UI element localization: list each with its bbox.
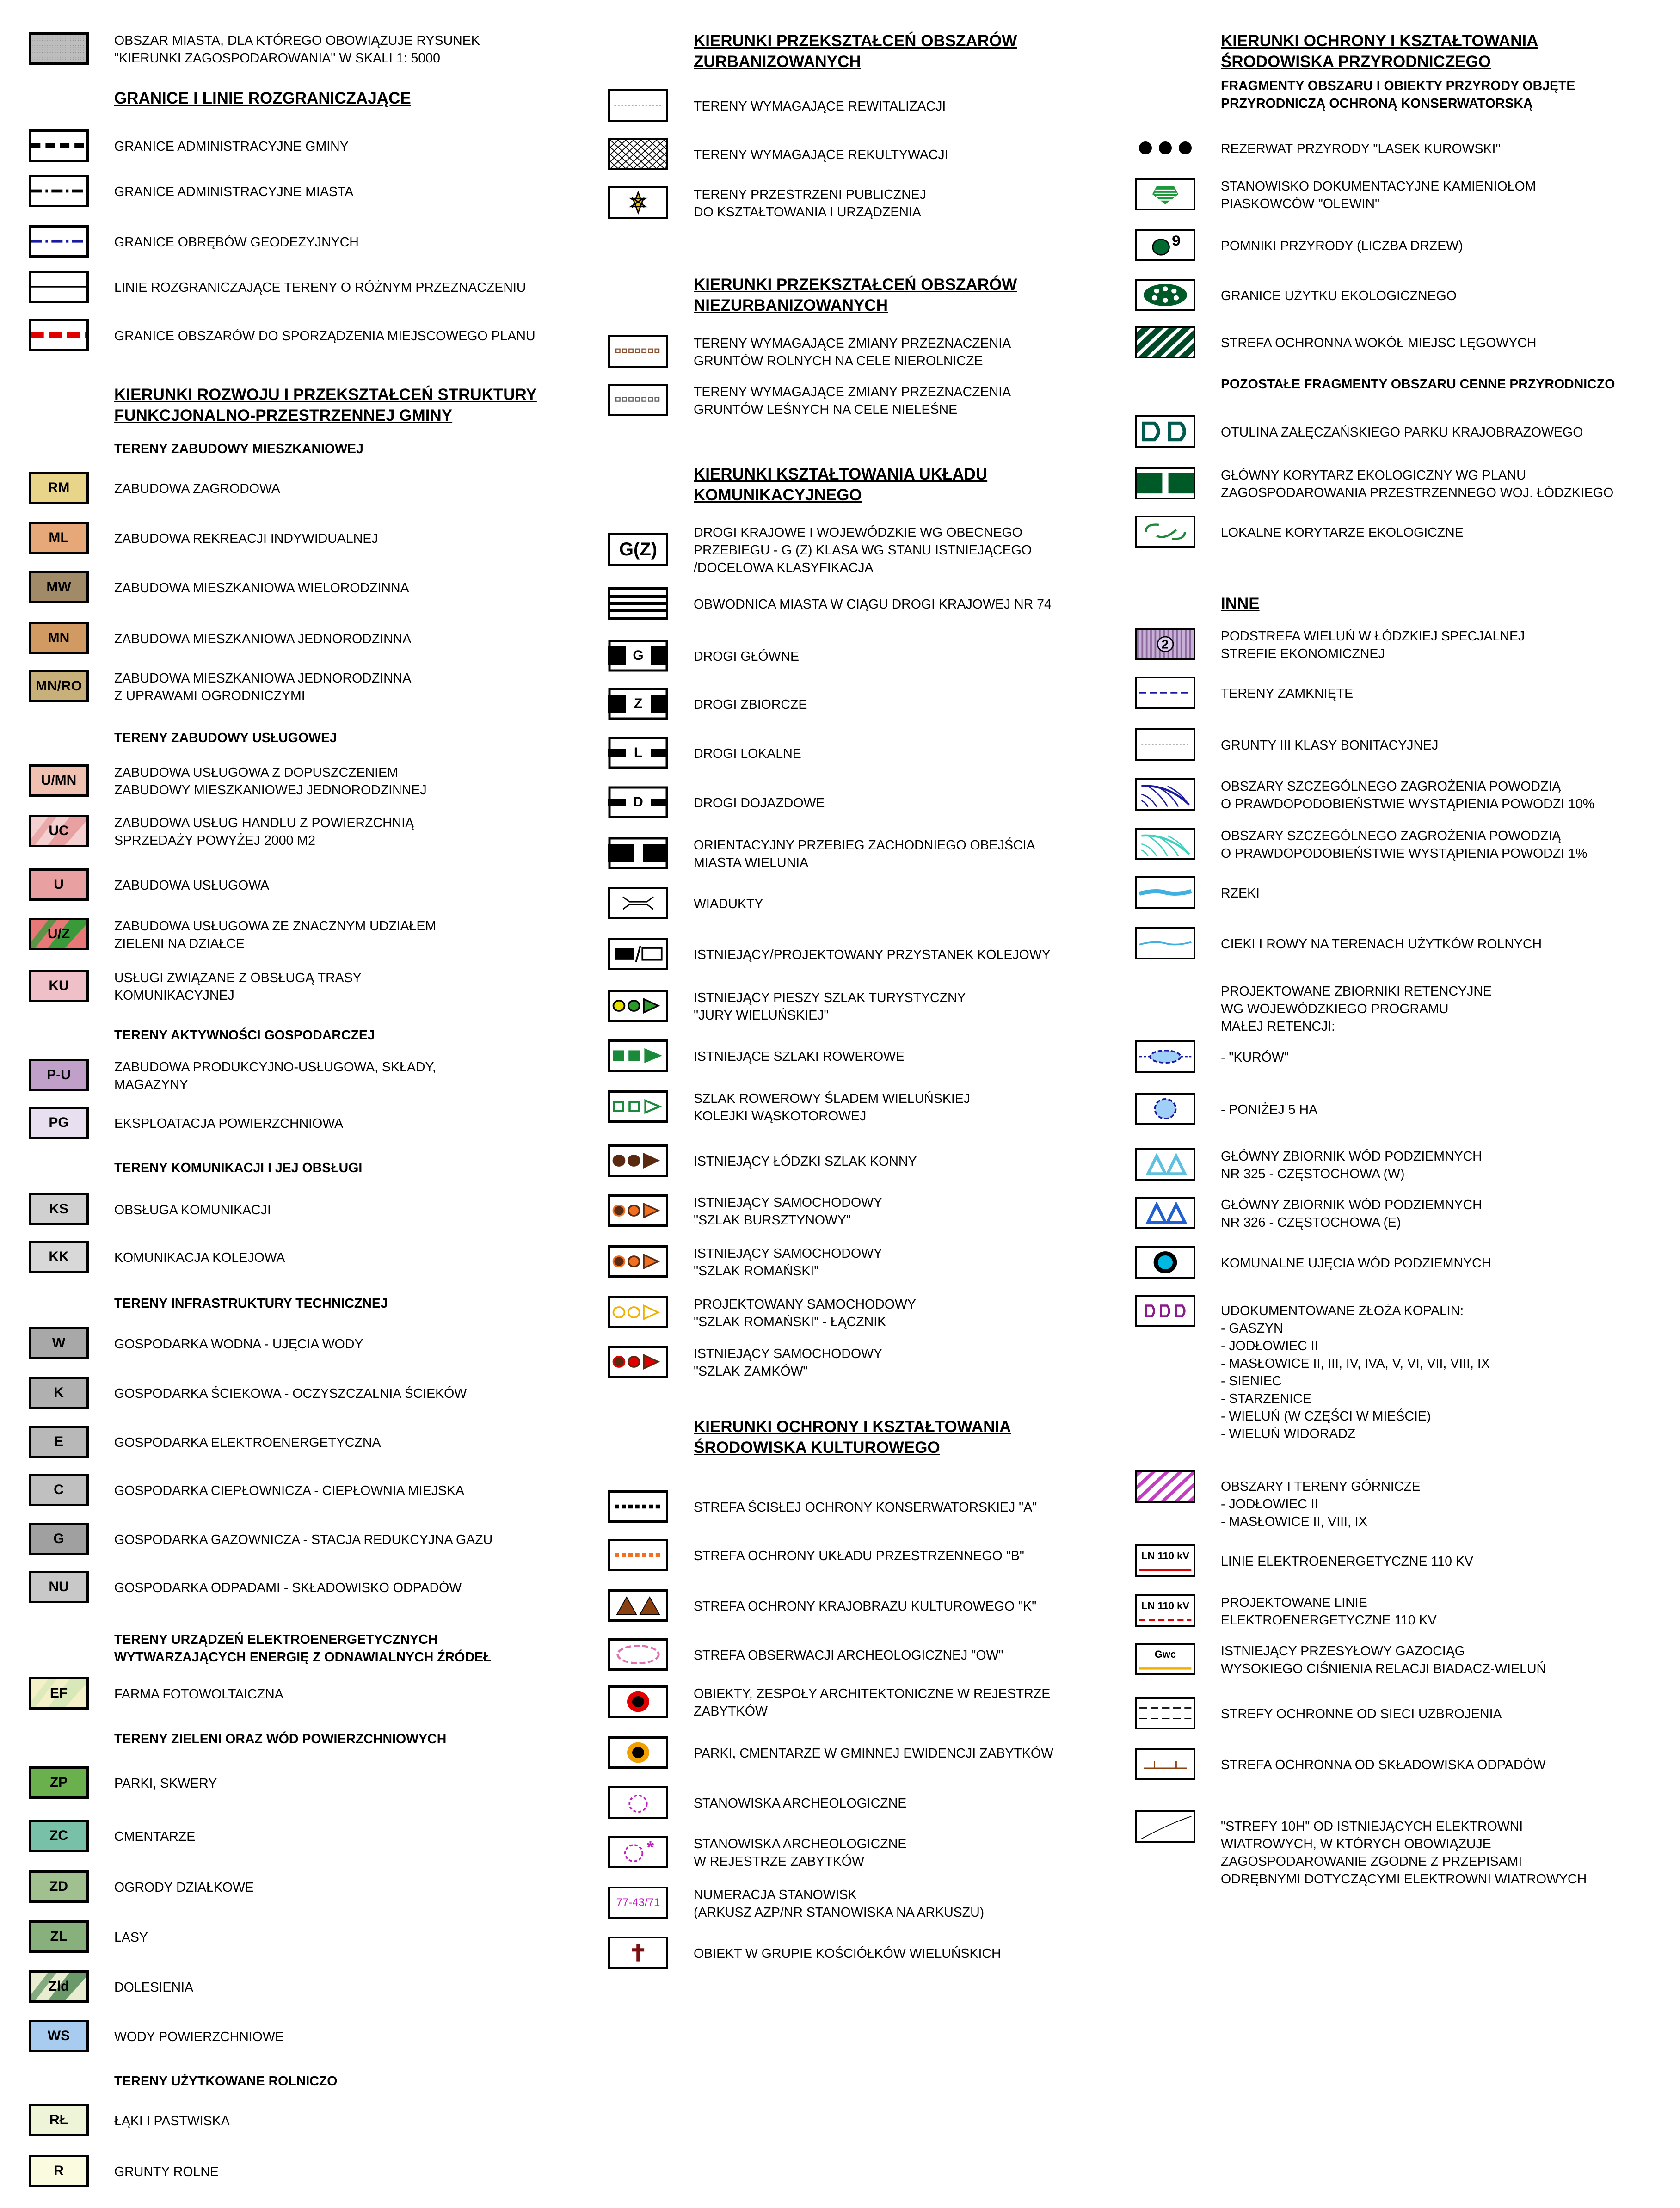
- legend-label: CMENTARZE: [114, 1829, 196, 1844]
- legend-label: WIADUKTY: [694, 897, 763, 911]
- legend-symbol-trail-icon: [608, 990, 668, 1022]
- legend-label: GRANICE ADMINISTRACYJNE MIASTA: [114, 185, 354, 199]
- legend-label: ZABUDOWA MIESZKANIOWA JEDNORODZINNA Z UPRAWAMI OGRODNICZYMI: [114, 671, 412, 703]
- legend-symbol-text-icon: [608, 1887, 668, 1919]
- legend-symbol-fill-icon: [29, 2020, 89, 2052]
- legend-label: EKSPLOATACJA POWIERZCHNIOWA: [114, 1116, 344, 1131]
- subsection-title-tereny-urzadzen-elektroenergetycznych-wytwarzaja: TERENY URZĄDZEŃ ELEKTROENERGETYCZNYCH WYTWARZAJĄCYCH ENERGIĘ Z ODNAWIALNYCH ŹRÓDEŁ: [114, 1632, 492, 1665]
- legend-symbol-armyzone-icon: [1135, 1697, 1195, 1729]
- legend-symbol-fill-icon: [29, 1107, 89, 1139]
- legend-label: GOSPODARKA ELEKTROENERGETYCZNA: [114, 1435, 381, 1450]
- legend-label: PROJEKTOWANY SAMOCHODOWY "SZLAK ROMAŃSKI" - ŁĄCZNIK: [694, 1297, 916, 1329]
- legend-label: REZERWAT PRZYRODY "LASEK KUROWSKI": [1221, 141, 1501, 156]
- legend-symbol-trail-icon: [608, 1090, 668, 1123]
- legend-symbol-fill-icon: [29, 1820, 89, 1852]
- legend-symbol-stop-icon: [608, 938, 668, 970]
- legend-symbol-line-red-icon: [29, 319, 89, 351]
- legend-symbol-text-icon: [608, 533, 668, 566]
- legend-symbol-code: LN 110 kV: [1141, 1600, 1189, 1611]
- legend-label: OBSZARY SZCZEGÓLNEGO ZAGROŻENIA POWODZIĄ O PRAWDOPODOBIEŃSTWIE WYSTĄPIENIA POWODZI 1%: [1221, 829, 1588, 861]
- legend-symbol-aq-icon: [1135, 1197, 1195, 1229]
- section-title-kierunki-ksztaltowania-ukladu-komunikacyjnego: KIERUNKI KSZTAŁTOWANIA UKŁADU KOMUNIKACYJNEGO: [694, 465, 988, 504]
- legend-symbol-fill-icon: [29, 1571, 89, 1603]
- legend-label: GOSPODARKA CIEPŁOWNICZA - CIEPŁOWNIA MIEJSKA: [114, 1483, 464, 1498]
- legend-symbol-code: ZC: [49, 1828, 68, 1843]
- legend-label: ZABUDOWA MIESZKANIOWA WIELORODZINNA: [114, 581, 409, 596]
- svg-text:9: 9: [1172, 232, 1181, 249]
- legend-symbol-aq-icon: [1135, 1148, 1195, 1181]
- legend-symbol-ellipse-icon: [608, 1638, 668, 1671]
- legend-symbol-code: KS: [49, 1201, 68, 1217]
- legend-symbol-fill-icon: [29, 970, 89, 1002]
- legend-label: TERENY WYMAGAJĄCE REWITALIZACJI: [694, 99, 946, 114]
- legend-label: LASY: [114, 1930, 148, 1945]
- legend-label: STREFA OCHRONY UKŁADU PRZESTRZENNEGO "B": [694, 1549, 1024, 1563]
- legend-symbol-code: Z: [634, 696, 643, 711]
- legend-symbol-code: ZD: [49, 1879, 68, 1894]
- legend-symbol-fill-icon: [29, 571, 89, 603]
- legend-label: ZABUDOWA ZAGRODOWA: [114, 481, 280, 496]
- legend-symbol-code: G(Z): [619, 539, 658, 560]
- legend-symbol-river-icon: [1135, 927, 1195, 959]
- legend-label: OBIEKTY, ZESPOŁY ARCHITEKTONICZNE W REJESTRZE ZABYTKÓW: [694, 1686, 1051, 1719]
- legend-symbol-wind-icon: [1135, 1810, 1195, 1843]
- legend-label: ISTNIEJĄCY SAMOCHODOWY "SZLAK ZAMKÓW": [694, 1347, 883, 1379]
- legend-label: TERENY PRZESTRZENI PUBLICZNEJ DO KSZTAŁTOWANIA I URZĄDZENIA: [694, 187, 927, 220]
- legend-symbol-code: U/MN: [41, 773, 77, 788]
- legend-symbol-stripes-icon: [29, 1677, 89, 1710]
- legend-label: STREFA OCHRONNA OD SKŁADOWISKA ODPADÓW: [1221, 1758, 1546, 1772]
- legend-symbol-roadlines-icon: [608, 587, 668, 620]
- legend-symbol-reservoir-icon: [1135, 1093, 1195, 1125]
- legend-symbol-code: ZL: [50, 1929, 68, 1944]
- legend-label: GOSPODARKA ODPADAMI - SKŁADOWISKO ODPADÓW: [114, 1581, 462, 1595]
- legend-symbol-cross-church-icon: [608, 1937, 668, 1969]
- legend-symbol-dashcircle-icon: [608, 1836, 668, 1868]
- legend-label: ZABUDOWA USŁUGOWA ZE ZNACZNYM UDZIAŁEM ZIELENI NA DZIAŁCE: [114, 919, 437, 951]
- legend-label: ŁĄKI I PASTWISKA: [114, 2114, 230, 2128]
- legend-symbol-fill-icon: [29, 868, 89, 901]
- subsection-title-tereny-komunikacji-i-jej-obslugi: TERENY KOMUNIKACJI I JEJ OBSŁUGI: [114, 1161, 363, 1175]
- legend-symbol-road-icon: [608, 837, 668, 869]
- legend-label: PROJEKTOWANE ZBIORNIKI RETENCYJNE WG WOJEWÓDZKIEGO PROGRAMU MAŁEJ RETENCJI:: [1221, 984, 1492, 1034]
- legend-symbol-river-icon: [1135, 876, 1195, 909]
- legend-symbol-line-dash-icon: [29, 129, 89, 162]
- legend-symbol-fill-icon: [29, 472, 89, 504]
- subsection-title-pozostale-fragmenty-obszaru-cenne-przyrodniczo: POZOSTAŁE FRAGMENTY OBSZARU CENNE PRZYRODNICZO: [1221, 377, 1615, 392]
- legend-symbol-ln-icon: [1135, 1594, 1195, 1627]
- legend-symbol-code: Zld: [48, 1979, 69, 1994]
- legend-label: UDOKUMENTOWANE ZŁOŻA KOPALIN: - GASZYN - JODŁOWIEC II - MASŁOWICE II, III, IV, IVA, V, VI, VII, VIII, IX - SIENIEC - STARZENICE - WIELUŃ (W CZĘŚCI W MIEŚCIE) - WIELUŃ WIDORADZ: [1221, 1304, 1490, 1441]
- legend-label: KOMUNALNE UJĘCIA WÓD PODZIEMNYCH: [1221, 1256, 1491, 1271]
- legend-label: OBSŁUGA KOMUNIKACJI: [114, 1203, 271, 1218]
- legend-label: KOMUNIKACJA KOLEJOWA: [114, 1250, 285, 1265]
- legend-symbol-flood-icon: [1135, 828, 1195, 860]
- section-title-kierunki-przeksztalcen-obszarow-niezurbanizowany: KIERUNKI PRZEKSZTAŁCEŃ OBSZARÓW NIEZURBANIZOWANYCH: [694, 276, 1017, 314]
- legend-label: USŁUGI ZWIĄZANE Z OBSŁUGĄ TRASY KOMUNIKACYJNEJ: [114, 971, 362, 1003]
- legend-symbol-viaduct-icon: [608, 887, 668, 919]
- legend-symbol-localcor-icon: [1135, 516, 1195, 548]
- section-title-inne: INNE: [1221, 595, 1260, 613]
- legend-symbol-fill-icon: [29, 1766, 89, 1799]
- legend-label: NUMERACJA STANOWISK (ARKUSZ AZP/NR STANOWISKA NA ARKUSZU): [694, 1888, 985, 1920]
- legend-symbol-fill-icon: [29, 522, 89, 554]
- legend-label: DROGI LOKALNE: [694, 746, 801, 761]
- legend-symbol-ddd-icon: [1135, 1295, 1195, 1327]
- legend-label: POMNIKI PRZYRODY (LICZBA DRZEW): [1221, 239, 1463, 253]
- legend-label: TERENY WYMAGAJĄCE ZMIANY PRZEZNACZENIA GRUNTÓW ROLNYCH NA CELE NIEROLNICZE: [694, 336, 1011, 369]
- legend-label: ORIENTACYJNY PRZEBIEG ZACHODNIEGO OBEJŚCIA MIASTA WIELUNIA: [694, 838, 1035, 870]
- legend-symbol-fill-icon: [29, 622, 89, 654]
- legend-symbol-fill-icon: [29, 764, 89, 797]
- legend-label: ZABUDOWA USŁUG HANDLU Z POWIERZCHNIĄ SPRZEDAŻY POWYŻEJ 2000 M2: [114, 816, 414, 848]
- legend-symbol-code: R: [54, 2163, 64, 2178]
- legend-label: STANOWISKO DOKUMENTACYJNE KAMIENIOŁOM PIASKOWCÓW "OLEWIN": [1221, 179, 1536, 211]
- legend-label: PODSTREFA WIELUŃ W ŁÓDZKIEJ SPECJALNEJ STREFIE EKONOMICZNEJ: [1221, 629, 1525, 661]
- legend-label: GŁÓWNY ZBIORNIK WÓD PODZIEMNYCH NR 326 - CZĘSTOCHOWA (E): [1221, 1198, 1482, 1230]
- legend-symbol-dashedline-icon: [1135, 677, 1195, 709]
- legend-symbol-code: MW: [46, 579, 71, 595]
- legend-symbol-code: P-U: [47, 1067, 71, 1082]
- legend-label: OBSZAR MIASTA, DLA KTÓREGO OBOWIĄZUJE RYSUNEK "KIERUNKI ZAGOSPODAROWANIA" W SKALI 1: 5000: [114, 33, 480, 66]
- legend-symbol-stripes-icon: [29, 918, 89, 950]
- legend-symbol-trail-icon: [608, 1144, 668, 1177]
- section-title-kierunki-ochrony-i-ksztaltowania-srodowiska-przy: KIERUNKI OCHRONY I KSZTAŁTOWANIA ŚRODOWISKA PRZYRODNICZEGO: [1221, 32, 1538, 71]
- legend-symbol-code: WS: [47, 2028, 70, 2043]
- legend-label: GRANICE OBRĘBÓW GEODEZYJNYCH: [114, 235, 359, 250]
- legend-symbol-fill-icon: [29, 1377, 89, 1409]
- legend-label: SZLAK ROWEROWY ŚLADEM WIELUŃSKIEJ KOLEJKI WĄSKOTOROWEJ: [694, 1091, 971, 1124]
- legend-symbol-trail-icon: [608, 1346, 668, 1378]
- legend-symbol-code: G: [53, 1531, 64, 1546]
- legend-symbol-star-icon: [608, 186, 668, 219]
- legend-symbol-code: KU: [49, 978, 69, 993]
- subsection-title-tereny-zieleni-oraz-wod-powierzchniowych: TERENY ZIELENI ORAZ WÓD POWIERZCHNIOWYCH: [114, 1732, 447, 1747]
- section-title-kierunki-przeksztalcen-obszarow-zurbanizowanych: KIERUNKI PRZEKSZTAŁCEŃ OBSZARÓW ZURBANIZOWANYCH: [694, 32, 1017, 71]
- legend-symbol-code: U: [54, 877, 64, 892]
- legend-symbol-sez-icon: [1135, 628, 1195, 660]
- legend-label: ZABUDOWA USŁUGOWA: [114, 878, 270, 893]
- subsection-title-tereny-uzytkowane-rolniczo: TERENY UŻYTKOWANE ROLNICZO: [114, 2074, 338, 2089]
- legend-label: ISTNIEJĄCY SAMOCHODOWY "SZLAK ROMAŃSKI": [694, 1246, 883, 1279]
- legend-symbol-trail-icon: [608, 1245, 668, 1278]
- legend-label: ISTNIEJĄCY PIESZY SZLAK TURYSTYCZNY "JURY WIELUŃSKIEJ": [694, 990, 966, 1023]
- legend-label: RZEKI: [1221, 886, 1260, 901]
- legend-symbol-hatch-icon: [1135, 326, 1195, 358]
- legend-label: TERENY WYMAGAJĄCE REKULTYWACJI: [694, 148, 948, 162]
- legend-symbol-circle-icon: [608, 1685, 668, 1718]
- legend-symbol-code: RM: [48, 480, 70, 495]
- legend-symbol-trail-icon: [608, 1296, 668, 1328]
- legend-label: OGRODY DZIAŁKOWE: [114, 1880, 254, 1895]
- legend-symbol-dotline-icon: [1135, 728, 1195, 761]
- subsection-title-tereny-zabudowy-uslugowej: TERENY ZABUDOWY USŁUGOWEJ: [114, 731, 337, 745]
- legend-symbol-squaresrow-icon: [608, 335, 668, 368]
- legend-label: LOKALNE KORYTARZE EKOLOGICZNE: [1221, 525, 1464, 540]
- legend-symbol-bigdots-icon: [1135, 132, 1195, 164]
- legend-label: DROGI ZBIORCZE: [694, 697, 807, 712]
- legend-symbol-triangles-icon: [608, 1589, 668, 1622]
- legend-symbol-fill-icon: [29, 1327, 89, 1359]
- subsection-title-fragmenty-obszaru-i-obiekty-przyrody-objete-przy: FRAGMENTY OBSZARU I OBIEKTY PRZYRODY OBJĘTE PRZYRODNICZĄ OCHRONĄ KONSERWATORSKĄ: [1221, 79, 1575, 111]
- legend-label: ZABUDOWA REKREACJI INDYWIDUALNEJ: [114, 531, 378, 546]
- legend-symbol-code: PG: [49, 1115, 69, 1130]
- legend-symbol-code: D: [633, 794, 643, 810]
- legend-symbol-code: MN: [48, 630, 70, 646]
- legend-label: OTULINA ZAŁĘCZAŃSKIEGO PARKU KRAJOBRAZOWEGO: [1221, 425, 1583, 440]
- legend-symbol-code: W: [52, 1335, 66, 1351]
- legend-symbol-line-dashdot-icon: [29, 175, 89, 207]
- legend-label: ZABUDOWA PRODUKCYJNO-USŁUGOWA, SKŁADY, MAGAZYNY: [114, 1060, 436, 1092]
- legend-label: PARKI, CMENTARZE W GMINNEJ EWIDENCJI ZABYTKÓW: [694, 1746, 1053, 1761]
- legend-symbol-fill-icon: [29, 1523, 89, 1555]
- legend-label: DROGI DOJAZDOWE: [694, 796, 825, 811]
- legend-label: ZABUDOWA MIESZKANIOWA JEDNORODZINNA: [114, 632, 412, 646]
- legend-symbol-code: K: [54, 1385, 64, 1400]
- legend-symbol-code: Gwc: [1154, 1648, 1176, 1660]
- legend-symbol-dotline-icon: [608, 89, 668, 122]
- section-title-granice-i-linie-rozgraniczajace: GRANICE I LINIE ROZGRANICZAJĄCE: [114, 89, 411, 107]
- legend-symbol-code: KK: [49, 1249, 69, 1264]
- legend-label: "STREFY 10H" OD ISTNIEJĄCYCH ELEKTROWNI WIATROWYCH, W KTÓRYCH OBOWIĄZUJE ZAGOSPODAROWANIE ZGODNE Z PRZEPISAMI ODRĘBNYMI DOTYCZĄCYMI ELEKTROWNI WIATROWYCH: [1221, 1819, 1587, 1887]
- legend-symbol-code: C: [54, 1482, 64, 1497]
- legend-symbol-line-bluedashdot-icon: [29, 225, 89, 258]
- legend-label: ISTNIEJĄCY PRZESYŁOWY GAZOCIĄG WYSOKIEGO CIŚNIENIA RELACJI BIADACZ-WIELUŃ: [1221, 1644, 1546, 1676]
- legend-symbol-code: EF: [49, 1685, 68, 1701]
- legend-symbol-fill-icon: [29, 1193, 89, 1225]
- legend-symbol-code: 77-43/71: [616, 1896, 660, 1909]
- legend-label: OBSZARY SZCZEGÓLNEGO ZAGROŻENIA POWODZIĄ O PRAWDOPODOBIEŃSTWIE WYSTĄPIENIA POWODZI 10%: [1221, 779, 1595, 812]
- legend-label: STREFA OCHRONNA WOKÓŁ MIEJSC LĘGOWYCH: [1221, 336, 1537, 351]
- legend-symbol-fill-icon: [29, 1059, 89, 1091]
- legend-label: ZABUDOWA USŁUGOWA Z DOPUSZCZENIEM ZABUDOWY MIESZKANIOWEJ JEDNORODZINNEJ: [114, 765, 427, 798]
- legend-symbol-code: U/Z: [47, 926, 70, 941]
- legend-symbol-fill-icon: [29, 670, 89, 702]
- legend-symbol-stripes-icon: [29, 815, 89, 847]
- legend-label: DROGI KRAJOWE I WOJEWÓDZKIE WG OBECNEGO PRZEBIEGU - G (Z) KLASA WG STANU ISTNIEJĄCEGO /DOCELOWA KLASYFIKACJA: [694, 525, 1032, 575]
- legend-label: WODY POWIERZCHNIOWE: [114, 2030, 284, 2044]
- legend-symbol-flood-icon: [1135, 778, 1195, 811]
- svg-text:*: *: [646, 1838, 654, 1857]
- legend-label: GŁÓWNY ZBIORNIK WÓD PODZIEMNYCH NR 325 - CZĘSTOCHOWA (W): [1221, 1149, 1482, 1181]
- legend-symbol-dotline-icon: [608, 1539, 668, 1571]
- legend-symbol-wastezone-icon: [1135, 1748, 1195, 1780]
- legend-label: - "KURÓW": [1221, 1050, 1289, 1065]
- legend-symbol-circle-icon: [608, 1736, 668, 1769]
- legend-symbol-tree-icon: [1135, 229, 1195, 261]
- legend-symbol-road-icon: [608, 640, 668, 672]
- legend-symbol-reservoir-icon: [1135, 1040, 1195, 1073]
- legend-label: GRANICE UŻYTKU EKOLOGICZNEGO: [1221, 289, 1457, 303]
- legend-label: GOSPODARKA ŚCIEKOWA - OCZYSZCZALNIA ŚCIEKÓW: [114, 1386, 467, 1401]
- subsection-title-tereny-zabudowy-mieszkaniowej: TERENY ZABUDOWY MIESZKANIOWEJ: [114, 442, 363, 456]
- legend-symbol-dots-icon: [29, 32, 89, 65]
- legend-symbol-road-icon: [608, 688, 668, 720]
- legend-label: GRUNTY ROLNE: [114, 2165, 219, 2179]
- legend-symbol-corridor-icon: [1135, 467, 1195, 499]
- legend-symbol-trail-icon: [608, 1194, 668, 1227]
- legend-label: LINIE ROZGRANICZAJĄCE TERENY O RÓŻNYM PRZEZNACZENIU: [114, 280, 526, 295]
- legend-symbol-dashcircle-icon: [608, 1786, 668, 1819]
- legend-symbol-fill-icon: [29, 2155, 89, 2187]
- legend-label: FARMA FOTOWOLTAICZNA: [114, 1687, 283, 1702]
- legend-symbol-fill-icon: [29, 1870, 89, 1903]
- legend-symbol-dd-icon: [1135, 415, 1195, 448]
- legend-symbol-dotline-icon: [608, 1490, 668, 1523]
- legend-label: PARKI, SKWERY: [114, 1776, 217, 1791]
- legend-label: GRANICE OBSZARÓW DO SPORZĄDZENIA MIEJSCOWEGO PLANU: [114, 329, 535, 344]
- legend-symbol-stripes-icon: [29, 1970, 89, 2003]
- legend-symbol-cross-icon: [608, 138, 668, 170]
- legend-label: OBSZARY I TERENY GÓRNICZE - JODŁOWIEC II - MASŁOWICE II, VIII, IX: [1221, 1479, 1421, 1529]
- legend-label: TERENY ZAMKNIĘTE: [1221, 686, 1354, 701]
- legend-symbol-code: MN/RO: [36, 678, 82, 694]
- legend-label: TERENY WYMAGAJĄCE ZMIANY PRZEZNACZENIA GRUNTÓW LEŚNYCH NA CELE NIELEŚNE: [694, 385, 1011, 417]
- subsection-title-tereny-infrastruktury-technicznej: TERENY INFRASTRUKTURY TECHNICZNEJ: [114, 1296, 388, 1311]
- legend-label: OBWODNICA MIASTA W CIĄGU DROGI KRAJOWEJ NR 74: [694, 597, 1052, 612]
- legend-symbol-intake-icon: [1135, 1246, 1195, 1279]
- legend-symbol-ln-icon: [1135, 1544, 1195, 1577]
- legend-label: ISTNIEJĄCY/PROJEKTOWANY PRZYSTANEK KOLEJOWY: [694, 947, 1051, 962]
- legend-label: STANOWISKA ARCHEOLOGICZNE: [694, 1796, 907, 1811]
- legend-symbol-code: LN 110 kV: [1141, 1550, 1189, 1562]
- legend-symbol-road-icon: [608, 786, 668, 818]
- legend-label: - PONIŻEJ 5 HA: [1221, 1102, 1318, 1117]
- legend-label: GŁÓWNY KORYTARZ EKOLOGICZNY WG PLANU ZAGOSPODAROWANIA PRZESTRZENNEGO WOJ. ŁÓDZKIEGO: [1221, 468, 1614, 500]
- legend-symbol-fill-icon: [29, 1426, 89, 1458]
- legend-label: DOLESIENIA: [114, 1980, 194, 1995]
- legend-label: GRUNTY III KLASY BONITACYJNEJ: [1221, 738, 1439, 753]
- legend-symbol-quarry-icon: [1135, 178, 1195, 210]
- legend-symbol-code: ML: [49, 530, 69, 545]
- legend-symbol-squaresrow-icon: [608, 384, 668, 416]
- legend-label: CIEKI I ROWY NA TERENACH UŻYTKÓW ROLNYCH: [1221, 937, 1542, 952]
- legend-label: GRANICE ADMINISTRACYJNE GMINY: [114, 139, 349, 154]
- legend-symbol-fill-icon: [29, 1474, 89, 1506]
- legend-symbol-code: L: [634, 745, 643, 760]
- legend-symbol-code: NU: [49, 1579, 69, 1594]
- legend-symbol-code: E: [54, 1434, 63, 1449]
- legend-symbol-trail-icon: [608, 1039, 668, 1072]
- legend-symbol-code: RŁ: [49, 2112, 68, 2128]
- legend-label: STREFA OBSERWACJI ARCHEOLOGICZNEJ "OW": [694, 1648, 1003, 1663]
- legend-label: STREFA OCHRONY KRAJOBRAZU KULTUROWEGO "K": [694, 1599, 1037, 1614]
- svg-text:2: 2: [1161, 637, 1169, 652]
- legend-symbol-code: G: [633, 648, 644, 663]
- subsection-title-tereny-aktywnosci-gospodarczej: TERENY AKTYWNOŚCI GOSPODARCZEJ: [114, 1028, 375, 1043]
- legend-symbol-code: UC: [49, 823, 69, 838]
- legend-label: LINIE ELEKTROENERGETYCZNE 110 KV: [1221, 1554, 1473, 1569]
- legend-symbol-line-thin-icon: [29, 271, 89, 303]
- legend-symbol-hatch-icon: [1135, 1470, 1195, 1503]
- legend-label: PROJEKTOWANE LINIE ELEKTROENERGETYCZNE 110 KV: [1221, 1595, 1437, 1628]
- legend-symbol-fill-icon: [29, 1241, 89, 1273]
- legend-label: ISTNIEJĄCY ŁÓDZKI SZLAK KONNY: [694, 1154, 917, 1169]
- legend-symbol-fill-icon: [29, 1920, 89, 1953]
- legend-symbol-road-icon: [608, 737, 668, 769]
- section-title-kierunki-ochrony-i-ksztaltowania-srodowiska-kult: KIERUNKI OCHRONY I KSZTAŁTOWANIA ŚRODOWISKA KULTUROWEGO: [694, 1418, 1011, 1457]
- legend-label: GOSPODARKA GAZOWNICZA - STACJA REDUKCYJNA GAZU: [114, 1532, 493, 1547]
- legend-symbol-ecoring-icon: [1135, 279, 1195, 311]
- legend-label: OBIEKT W GRUPIE KOŚCIÓŁKÓW WIELUŃSKICH: [694, 1946, 1001, 1961]
- legend-symbol-ln-icon: [1135, 1643, 1195, 1675]
- legend-label: GOSPODARKA WODNA - UJĘCIA WODY: [114, 1337, 363, 1352]
- legend-symbol-code: ZP: [49, 1775, 68, 1790]
- legend-label: STREFY OCHRONNE OD SIECI UZBROJENIA: [1221, 1707, 1502, 1722]
- legend-symbol-fill-icon: [29, 2104, 89, 2136]
- legend-label: DROGI GŁÓWNE: [694, 649, 800, 664]
- legend-label: ISTNIEJĄCE SZLAKI ROWEROWE: [694, 1049, 905, 1064]
- legend-label: ISTNIEJĄCY SAMOCHODOWY "SZLAK BURSZTYNOWY": [694, 1195, 883, 1228]
- section-title-kierunki-rozwoju-i-przeksztalcen-struktury-funkc: KIERUNKI ROZWOJU I PRZEKSZTAŁCEŃ STRUKTURY FUNKCJONALNO-PRZESTRZENNEJ GMINY: [114, 386, 537, 424]
- legend-label: STREFA ŚCISŁEJ OCHRONY KONSERWATORSKIEJ "A": [694, 1500, 1037, 1515]
- legend-label: STANOWISKA ARCHEOLOGICZNE W REJESTRZE ZABYTKÓW: [694, 1837, 907, 1869]
